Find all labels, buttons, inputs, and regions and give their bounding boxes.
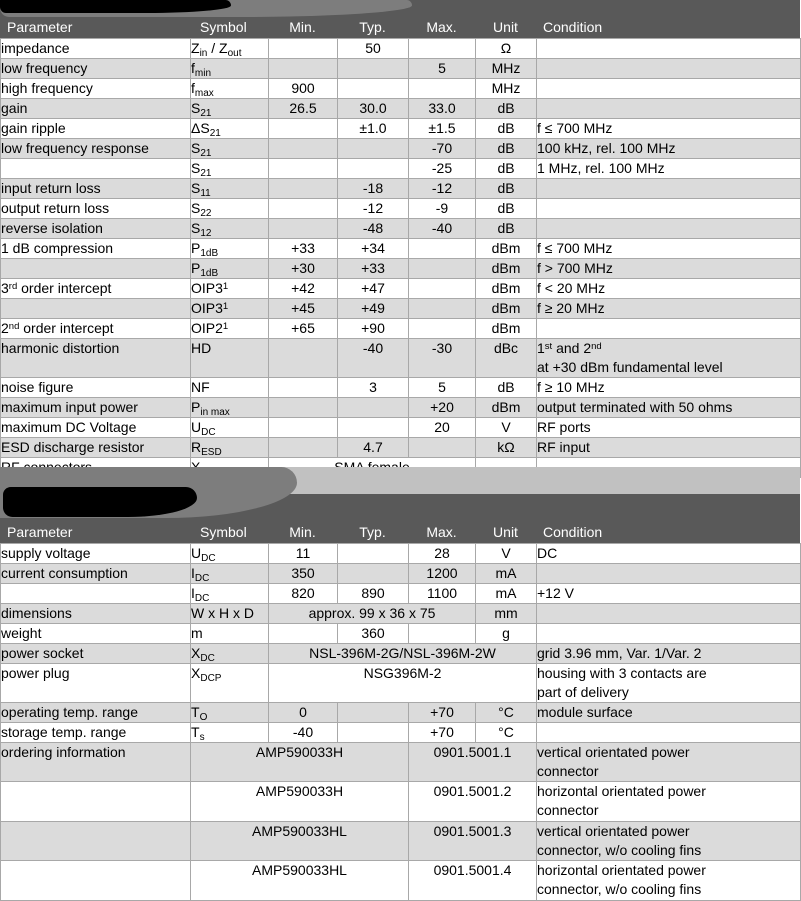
- cell-symbol: $I_{DC}$: [191, 584, 269, 604]
- cell-max: +70: [409, 703, 476, 723]
- cell-parameter: reverse isolation: [1, 219, 191, 239]
- cell-max: [409, 438, 476, 458]
- supply-specifications-table: [0, 543, 801, 901]
- cell-parameter: impedance: [1, 39, 191, 59]
- cell-typ: 4.7: [338, 438, 409, 458]
- cell-typ: +33: [338, 259, 409, 279]
- table-row: [1, 119, 801, 139]
- cell-symbol: $OIP3^1$: [191, 279, 269, 299]
- cell-symbol: $T_s$: [191, 723, 269, 743]
- table-row: [1, 179, 801, 199]
- cell-max: 1200: [409, 564, 476, 584]
- cell-parameter: [1, 159, 191, 179]
- cell-symbol: $f_{min}$: [191, 59, 269, 79]
- cell-max: 0901.5001.2: [409, 782, 537, 822]
- cell-unit: dB: [476, 378, 537, 398]
- cell-condition: vertical orientated power connector: [537, 743, 801, 782]
- cell-condition: [537, 604, 801, 624]
- cell-min: +30: [269, 259, 338, 279]
- cell-typ: -18: [338, 179, 409, 199]
- column-header-parameter: Parameter: [7, 19, 73, 35]
- cell-max: -30: [409, 339, 476, 378]
- cell-condition: grid 3.96 mm, Var. 1/Var. 2: [537, 644, 801, 664]
- cell-parameter: power plug: [1, 664, 191, 703]
- cell-unit: mm: [476, 604, 537, 624]
- cell-symbol: m: [191, 624, 269, 644]
- cell-symbol: AMP590033H: [191, 782, 409, 822]
- cell-min: [269, 624, 338, 644]
- table-row: [1, 438, 801, 458]
- cell-min: 11: [269, 544, 338, 564]
- cell-parameter: [1, 584, 191, 604]
- cell-condition: [537, 59, 801, 79]
- cell-parameter: gain ripple: [1, 119, 191, 139]
- cell-condition: [537, 624, 801, 644]
- cell-unit: °C: [476, 723, 537, 743]
- cell-symbol: $U_{DC}$: [191, 544, 269, 564]
- cell-symbol: NF: [191, 378, 269, 398]
- cell-unit: dBm: [476, 319, 537, 339]
- table-row: [1, 544, 801, 564]
- cell-max: -70: [409, 139, 476, 159]
- cell-typ: 30.0: [338, 99, 409, 119]
- cell-typ: [338, 159, 409, 179]
- cell-condition: DC: [537, 544, 801, 564]
- table-row: [1, 398, 801, 418]
- cell-min: 820: [269, 584, 338, 604]
- table-row: [1, 39, 801, 59]
- cell-condition: f ≤ 700 MHz: [537, 119, 801, 139]
- cell-unit: dB: [476, 139, 537, 159]
- cell-condition: RF input: [537, 438, 801, 458]
- cell-unit: dB: [476, 179, 537, 199]
- cell-max: ±1.5: [409, 119, 476, 139]
- cell-symbol: $S_{22}$: [191, 199, 269, 219]
- cell-condition: module surface: [537, 703, 801, 723]
- cell-condition: [537, 179, 801, 199]
- cell-symbol: $S_{12}$: [191, 219, 269, 239]
- rf-table-column-headers: [0, 19, 800, 36]
- table-row: [1, 279, 801, 299]
- cell-condition: vertical orientated power connector, w/o cooling fins: [537, 822, 801, 861]
- cell-max: -9: [409, 199, 476, 219]
- cell-unit: dB: [476, 219, 537, 239]
- cell-condition: f ≥ 10 MHz: [537, 378, 801, 398]
- cell-max: [409, 259, 476, 279]
- cell-max: [409, 79, 476, 99]
- column-header-parameter: Parameter: [7, 524, 73, 540]
- cell-parameter: 1 dB compression: [1, 239, 191, 259]
- cell-parameter: ESD discharge resistor: [1, 438, 191, 458]
- cell-parameter: weight: [1, 624, 191, 644]
- cell-parameter: low frequency: [1, 59, 191, 79]
- cell-condition: f < 20 MHz: [537, 279, 801, 299]
- rf-specifications-table: [0, 38, 801, 478]
- cell-parameter: supply voltage: [1, 544, 191, 564]
- cell-parameter: gain: [1, 99, 191, 119]
- cell-typ: [338, 59, 409, 79]
- cell-typ: 360: [338, 624, 409, 644]
- column-header-min: Min.: [289, 19, 316, 35]
- table-row: [1, 418, 801, 438]
- cell-max: 0901.5001.4: [409, 861, 537, 901]
- cell-min: +33: [269, 239, 338, 259]
- table-row: [1, 299, 801, 319]
- cell-min: 26.5: [269, 99, 338, 119]
- cell-min: +42: [269, 279, 338, 299]
- cell-condition: RF ports: [537, 418, 801, 438]
- cell-max: 20: [409, 418, 476, 438]
- cell-unit: dBc: [476, 339, 537, 378]
- cell-min: [269, 339, 338, 378]
- cell-unit: dBm: [476, 398, 537, 418]
- cell-max: [409, 319, 476, 339]
- cell-typ: [338, 418, 409, 438]
- cell-min: -40: [269, 723, 338, 743]
- cell-condition: [537, 723, 801, 743]
- cell-parameter: 2nd order intercept: [1, 319, 191, 339]
- cell-min: 0: [269, 703, 338, 723]
- cell-symbol: W x H x D: [191, 604, 269, 624]
- cell-parameter: maximum DC Voltage: [1, 418, 191, 438]
- cell-typ: 50: [338, 39, 409, 59]
- cell-parameter: [1, 822, 191, 861]
- cell-max: -40: [409, 219, 476, 239]
- cell-condition: 1 MHz, rel. 100 MHz: [537, 159, 801, 179]
- cell-unit: mA: [476, 564, 537, 584]
- cell-typ: +34: [338, 239, 409, 259]
- cell-condition: f ≥ 20 MHz: [537, 299, 801, 319]
- cell-parameter: 3rd order intercept: [1, 279, 191, 299]
- cell-max: -25: [409, 159, 476, 179]
- cell-unit: °C: [476, 703, 537, 723]
- cell-typ: +49: [338, 299, 409, 319]
- cell-parameter: low frequency response: [1, 139, 191, 159]
- cell-min: [269, 139, 338, 159]
- cell-typ: [338, 139, 409, 159]
- cell-symbol: AMP590033H: [191, 743, 409, 782]
- cell-typ: 890: [338, 584, 409, 604]
- cell-max: 5: [409, 59, 476, 79]
- table-row: [1, 664, 801, 703]
- cell-condition: [537, 99, 801, 119]
- cell-condition: horizontal orientated power connector, w/o cooling fins: [537, 861, 801, 901]
- cell-unit: g: [476, 624, 537, 644]
- table-row: [1, 159, 801, 179]
- table-row: [1, 624, 801, 644]
- table-row: [1, 782, 801, 822]
- cell-condition: [537, 39, 801, 59]
- cell-symbol: $T_O$: [191, 703, 269, 723]
- redacted-section-title: [0, 0, 231, 13]
- supply-specifications-header-band: [0, 494, 800, 543]
- cell-symbol: HD: [191, 339, 269, 378]
- cell-condition: 1st and 2nd at +30 dBm fundamental level: [537, 339, 801, 378]
- table-row: [1, 79, 801, 99]
- column-header-max: Max.: [426, 524, 457, 540]
- redacted-section-title: [3, 487, 197, 517]
- cell-symbol: $I_{DC}$: [191, 564, 269, 584]
- cell-min: [269, 199, 338, 219]
- cell-max: -12: [409, 179, 476, 199]
- cell-parameter: [1, 259, 191, 279]
- rf-specifications-header-band: [0, 0, 800, 38]
- cell-symbol: $f_{max}$: [191, 79, 269, 99]
- cell-symbol: $P_{1dB}$: [191, 239, 269, 259]
- cell-condition: f > 700 MHz: [537, 259, 801, 279]
- cell-condition: output terminated with 50 ohms: [537, 398, 801, 418]
- table-row: [1, 339, 801, 378]
- table-row: [1, 564, 801, 584]
- column-header-condition: Condition: [543, 19, 603, 35]
- cell-symbol: $Z_{in} / Z_{out}$: [191, 39, 269, 59]
- table-row: [1, 584, 801, 604]
- cell-parameter: [1, 299, 191, 319]
- table-row: [1, 219, 801, 239]
- cell-typ: -48: [338, 219, 409, 239]
- column-header-unit: Unit: [493, 19, 518, 35]
- cell-condition: [537, 319, 801, 339]
- column-header-symbol: Symbol: [200, 524, 247, 540]
- cell-unit: dBm: [476, 239, 537, 259]
- cell-condition: f ≤ 700 MHz: [537, 239, 801, 259]
- cell-symbol: $S_{21}$: [191, 139, 269, 159]
- table-row: [1, 861, 801, 901]
- cell-unit: dB: [476, 159, 537, 179]
- cell-parameter: current consumption: [1, 564, 191, 584]
- table-row: [1, 319, 801, 339]
- cell-condition: [537, 199, 801, 219]
- table-row: [1, 139, 801, 159]
- cell-symbol: $S_{21}$: [191, 99, 269, 119]
- column-header-condition: Condition: [543, 524, 603, 540]
- cell-unit: dBm: [476, 279, 537, 299]
- table-row: [1, 703, 801, 723]
- cell-min: [269, 159, 338, 179]
- cell-typ: +90: [338, 319, 409, 339]
- cell-parameter: output return loss: [1, 199, 191, 219]
- cell-parameter: power socket: [1, 644, 191, 664]
- cell-typ: -40: [338, 339, 409, 378]
- cell-symbol: $S_{21}$: [191, 159, 269, 179]
- table-row: [1, 822, 801, 861]
- cell-symbol: $S_{11}$: [191, 179, 269, 199]
- cell-symbol: $OIP2^1$: [191, 319, 269, 339]
- cell-typ: [338, 79, 409, 99]
- cell-max: 5: [409, 378, 476, 398]
- table-row: [1, 239, 801, 259]
- cell-max: +20: [409, 398, 476, 418]
- cell-min: [269, 378, 338, 398]
- table-row: [1, 378, 801, 398]
- cell-condition: [537, 564, 801, 584]
- cell-min: [269, 418, 338, 438]
- table-row: [1, 723, 801, 743]
- cell-unit: V: [476, 544, 537, 564]
- table-row: [1, 99, 801, 119]
- cell-min: NSG396M-2: [269, 664, 537, 703]
- cell-symbol: $X_{DC}$: [191, 644, 269, 664]
- cell-unit: dB: [476, 199, 537, 219]
- cell-parameter: input return loss: [1, 179, 191, 199]
- cell-symbol: $X_{DCP}$: [191, 664, 269, 703]
- column-header-max: Max.: [426, 19, 457, 35]
- cell-unit: dBm: [476, 259, 537, 279]
- cell-parameter: [1, 782, 191, 822]
- cell-parameter: ordering information: [1, 743, 191, 782]
- cell-min: 900: [269, 79, 338, 99]
- cell-typ: ±1.0: [338, 119, 409, 139]
- cell-min: 350: [269, 564, 338, 584]
- cell-max: [409, 239, 476, 259]
- cell-symbol: AMP590033HL: [191, 822, 409, 861]
- cell-typ: +47: [338, 279, 409, 299]
- column-header-symbol: Symbol: [200, 19, 247, 35]
- cell-symbol: $\Delta S_{21}$: [191, 119, 269, 139]
- cell-symbol: $R_{ESD}$: [191, 438, 269, 458]
- cell-parameter: maximum input power: [1, 398, 191, 418]
- cell-unit: dBm: [476, 299, 537, 319]
- cell-parameter: [1, 861, 191, 901]
- supply-table-column-headers: [0, 524, 800, 541]
- cell-unit: kΩ: [476, 438, 537, 458]
- cell-symbol: $P_{in max}$: [191, 398, 269, 418]
- cell-unit: dB: [476, 119, 537, 139]
- cell-min: NSL-396M-2G/NSL-396M-2W: [269, 644, 537, 664]
- cell-unit: mA: [476, 584, 537, 604]
- cell-min: [269, 438, 338, 458]
- cell-min: [269, 119, 338, 139]
- cell-min: +45: [269, 299, 338, 319]
- table-row: [1, 59, 801, 79]
- cell-condition: 100 kHz, rel. 100 MHz: [537, 139, 801, 159]
- cell-typ: [338, 723, 409, 743]
- cell-max: 33.0: [409, 99, 476, 119]
- cell-parameter: storage temp. range: [1, 723, 191, 743]
- column-header-typ: Typ.: [359, 19, 386, 35]
- table-row: [1, 743, 801, 782]
- cell-min: [269, 59, 338, 79]
- cell-symbol: $P_{1dB}$: [191, 259, 269, 279]
- cell-max: 0901.5001.3: [409, 822, 537, 861]
- cell-max: [409, 299, 476, 319]
- cell-min: approx. 99 x 36 x 75: [269, 604, 476, 624]
- cell-typ: [338, 398, 409, 418]
- column-header-typ: Typ.: [359, 524, 386, 540]
- cell-unit: MHz: [476, 59, 537, 79]
- table-row: [1, 199, 801, 219]
- cell-symbol: AMP590033HL: [191, 861, 409, 901]
- cell-parameter: high frequency: [1, 79, 191, 99]
- cell-min: [269, 179, 338, 199]
- table-row: [1, 259, 801, 279]
- cell-unit: V: [476, 418, 537, 438]
- table-row: [1, 644, 801, 664]
- cell-unit: dB: [476, 99, 537, 119]
- cell-unit: Ω: [476, 39, 537, 59]
- cell-min: [269, 219, 338, 239]
- cell-max: +70: [409, 723, 476, 743]
- cell-parameter: harmonic distortion: [1, 339, 191, 378]
- column-header-unit: Unit: [493, 524, 518, 540]
- cell-condition: [537, 79, 801, 99]
- cell-parameter: operating temp. range: [1, 703, 191, 723]
- cell-parameter: dimensions: [1, 604, 191, 624]
- cell-typ: [338, 544, 409, 564]
- cell-condition: +12 V: [537, 584, 801, 604]
- cell-condition: housing with 3 contacts are part of delivery: [537, 664, 801, 703]
- cell-unit: MHz: [476, 79, 537, 99]
- cell-condition: [537, 219, 801, 239]
- cell-min: +65: [269, 319, 338, 339]
- cell-max: [409, 624, 476, 644]
- cell-typ: -12: [338, 199, 409, 219]
- cell-max: 0901.5001.1: [409, 743, 537, 782]
- column-header-min: Min.: [289, 524, 316, 540]
- cell-typ: 3: [338, 378, 409, 398]
- cell-symbol: $U_{DC}$: [191, 418, 269, 438]
- cell-typ: [338, 703, 409, 723]
- cell-max: 1100: [409, 584, 476, 604]
- cell-parameter: noise figure: [1, 378, 191, 398]
- cell-symbol: $OIP3^1$: [191, 299, 269, 319]
- cell-typ: [338, 564, 409, 584]
- cell-max: [409, 39, 476, 59]
- cell-max: 28: [409, 544, 476, 564]
- cell-min: [269, 39, 338, 59]
- cell-max: [409, 279, 476, 299]
- cell-min: [269, 398, 338, 418]
- table-row: [1, 604, 801, 624]
- cell-condition: horizontal orientated power connector: [537, 782, 801, 822]
